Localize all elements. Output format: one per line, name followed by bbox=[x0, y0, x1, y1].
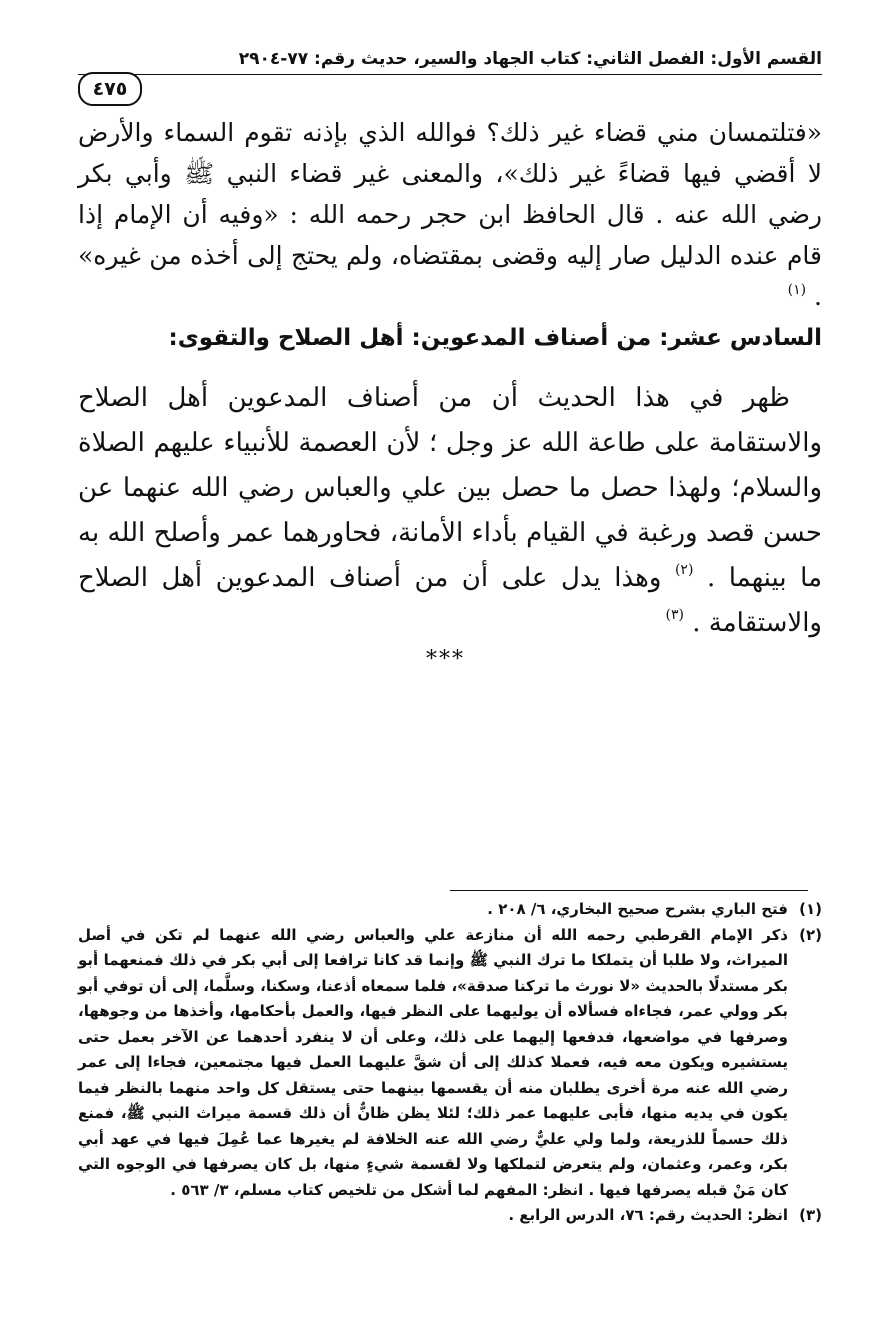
footnote-ref-1: (١) bbox=[787, 281, 807, 298]
footnote-number: (١) bbox=[799, 900, 822, 918]
footnote-text: ذكر الإمام القرطبي رحمه الله أن منازعة علي والعباس رضي الله عنهما لم تكن في أصل الميراث، ولا طلبا أن يتملكا ما ترك النبي ﷺ وإنما قد كانا ترافعا إلى أبي بكر في ذلك فمنعهما أبو بكر مستدلًا بالحديث «لا نورث ما تركنا صدقة»، فلما سمعاه أذعنا، وسكنا، وسلَّما، إلى أن توفي أبو بكر وولي عمر، فجاءاه فسألاه أن يوليهما على النظر فيها، والعمل بأحكامها، وأخذها من وجوهها، وصرفها في مواضعها، فدفعها إليهما على ذلك، وعلى أن لا ينفرد أحدهما عن الآخر بعمل حتى يستشيره ويكون معه فيه، فعملا كذلك إلى أن شقَّ عليهما العمل فيها مجتمعين، فجاءا إلى عمر رضي الله عنه مرة أخرى يطلبان منه أن يقسمها بينهما حتى يستقل كل واحد منهما بالنظر فيما يكون في يديه منها، فأبى عليهما عمر ذلك؛ لئلا يظن ظانٌّ أن ذلك قسمة ميراث النبي ﷺ، فمنع ذلك حسماً للذريعة، ولما ولي عليٌّ رضي الله عنه الخلافة لم يغيرها عما عُمِلَ فيها في عهد أبي بكر، وعمر، وعثمان، ولم يتعرض لتملكها ولا لقسمة شيءٍ منها، بل كان يصرفها في الوجوه التي كان مَنْ قبله يصرفها فيها . انظر: المفهم لما أشكل من تلخيص كتاب مسلم، ٣/ ٥٦٣ . bbox=[78, 925, 788, 1199]
page-number-badge: ٤٧٥ bbox=[78, 72, 142, 106]
paragraph-2-part-2: وهذا يدل على أن من أصناف المدعوين أهل الصلاح والاستقامة . bbox=[78, 563, 822, 638]
footnotes bbox=[78, 897, 822, 1229]
footnote bbox=[78, 923, 822, 1204]
footnote-text: فتح الباري بشرح صحيح البخاري، ٦/ ٢٠٨ . bbox=[487, 900, 788, 918]
paragraph-2-part-1: ظهر في هذا الحديث أن من أصناف المدعوين أهل الصلاح والاستقامة على طاعة الله عز وجل ؛ لأن العصمة للأنبياء عليهم الصلاة والسلام؛ ولهذا حصل ما حصل بين علي والعباس رضي الله عنهما عن حسن قصد ورغبة في القيام بأداء الأمانة، فحاورهما عمر وأصلح الله به ما بينهما . bbox=[78, 383, 822, 593]
footnote-ref-2: (٢) bbox=[674, 562, 694, 579]
section-heading: السادس عشر: من أصناف المدعوين: أهل الصلاح والتقوى: bbox=[168, 325, 822, 351]
running-header: القسم الأول: الفصل الثاني: كتاب الجهاد والسير، حديث رقم: ٧٧-٢٩٠٤ bbox=[238, 49, 822, 69]
body-paragraph-2 bbox=[78, 376, 822, 646]
section-separator: *** bbox=[426, 647, 465, 672]
paragraph-1-text: «فتلتمسان مني قضاء غير ذلك؟ فوالله الذي بإذنه تقوم السماء والأرض لا أقضي فيها قضاءً غير ذلك»، والمعنى غير قضاء النبي ﷺ وأبي بكر رضي الله عنه . قال الحافظ ابن حجر رحمه الله : «وفيه أن الإمام إذا قام عنده الدليل صار إليه وقضى بمقتضاه، ولم يحتج إلى أخذه من غيره» . bbox=[78, 118, 822, 311]
footnote-number: (٣) bbox=[799, 1206, 822, 1224]
footnote-text: انظر: الحديث رقم: ٧٦، الدرس الرابع . bbox=[508, 1206, 788, 1224]
footnote-number: (٢) bbox=[799, 925, 822, 944]
footnote-divider bbox=[450, 890, 808, 891]
footnote bbox=[78, 1203, 822, 1229]
footnote-ref-3: (٣) bbox=[665, 607, 685, 624]
body-paragraph-1 bbox=[78, 112, 822, 317]
footnote bbox=[78, 897, 822, 923]
header-divider bbox=[78, 74, 822, 75]
